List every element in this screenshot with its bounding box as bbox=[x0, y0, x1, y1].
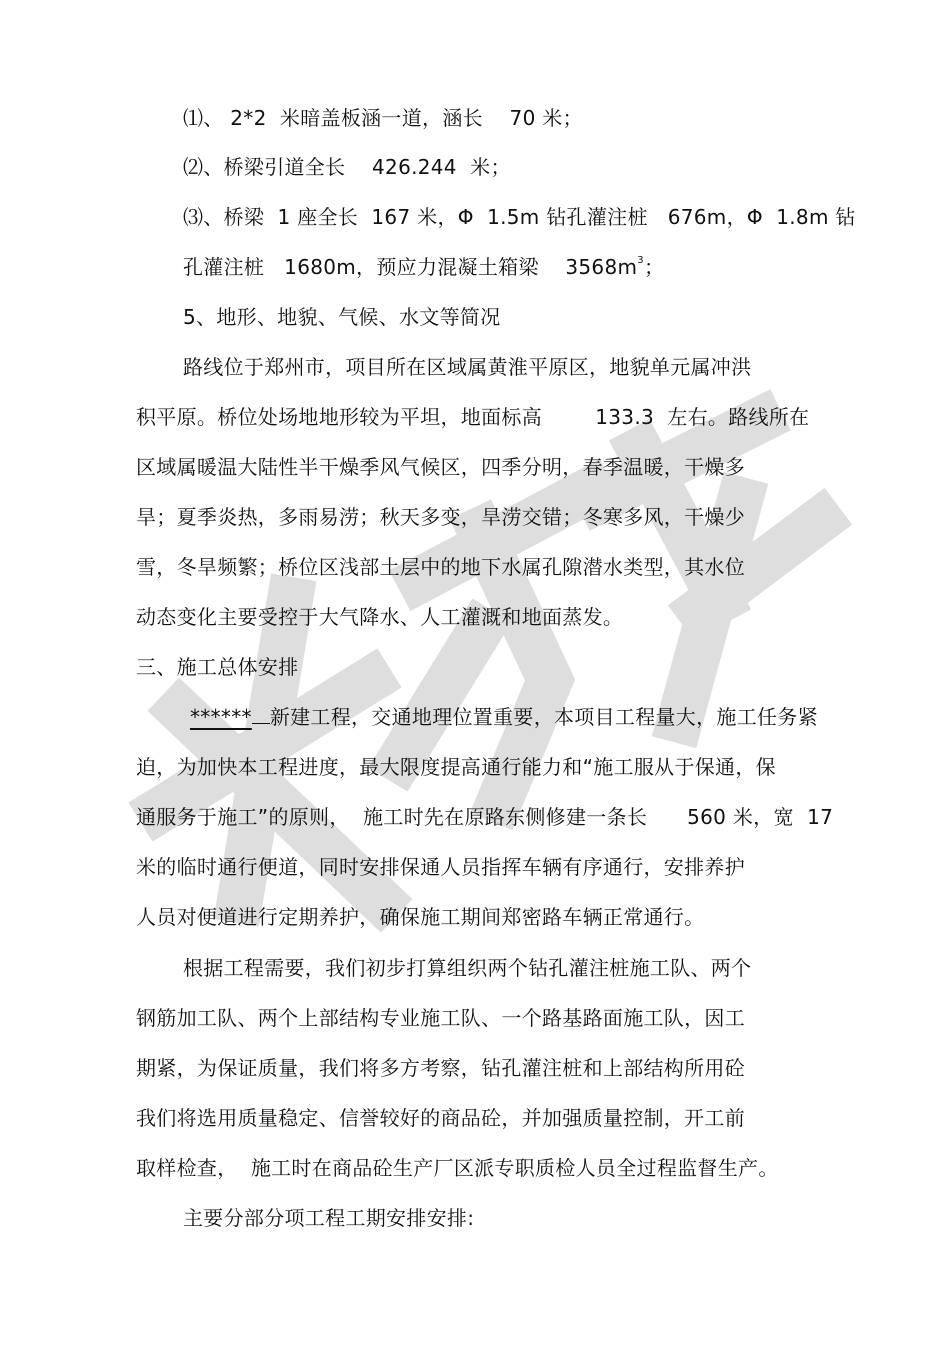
arrangement-line: 迫，为加快本工程进度，最大限度提高通行能力和“施工服从于保通，保 bbox=[136, 755, 776, 779]
arrangement-line: 米的临时通行便道，同时安排保通人员指挥车辆有序通行，安排养护 bbox=[136, 855, 745, 879]
arrangement-first-line bbox=[190, 703, 818, 731]
item-culvert: ⑴、 2*2 米暗盖板涵一道，涵长 70 米； bbox=[183, 106, 583, 130]
item-bridge-continued-text: 孔灌注桩 1680m，预应力混凝土箱梁 3568m bbox=[183, 255, 638, 279]
item-bridge-continued bbox=[183, 253, 664, 281]
arrangement-line: 人员对便道进行定期养护，确保施工期间郑密路车辆正常通行。 bbox=[136, 905, 705, 929]
team-line: 根据工程需要，我们初步打算组织两个钻孔灌注桩施工队、两个 bbox=[183, 956, 752, 980]
terrain-line: 路线位于郑州市，项目所在区域属黄淮平原区，地貌单元属冲洪 bbox=[183, 355, 752, 379]
item-bridge: ⑶、桥梁 1 座全长 167 米，Φ 1.5m 钻孔灌注桩 676m，Φ 1.8m 钻 bbox=[183, 205, 856, 229]
team-line: 我们将选用质量稳定、信誉较好的商品砼，并加强质量控制，开工前 bbox=[136, 1106, 745, 1130]
arrangement-first-rest: 新建工程，交通地理位置重要，本项目工程量大，施工任务紧 bbox=[269, 705, 818, 729]
section-5-heading: 5、地形、地貌、气候、水文等简况 bbox=[183, 305, 501, 329]
project-name-placeholder: ****** bbox=[190, 705, 252, 729]
superscript-3: 3 bbox=[637, 255, 644, 266]
team-line: 期紧，为保证质量，我们将多方考察，钻孔灌注桩和上部结构所用砼 bbox=[136, 1056, 745, 1080]
terrain-line: 区域属暖温大陆性半干燥季风气候区，四季分明，春季温暖，干燥多 bbox=[136, 455, 745, 479]
item-approach-road: ⑵、桥梁引道全长 426.244 米； bbox=[183, 155, 511, 179]
terrain-line: 积平原。桥位处场地地形较为平坦，地面标高 133.3 左右。路线所在 bbox=[136, 405, 810, 429]
terrain-line: 雪，冬旱频繁；桥位区浅部土层中的地下水属孔隙潜水类型，其水位 bbox=[136, 555, 745, 579]
item-bridge-tail: ； bbox=[643, 255, 665, 279]
arrangement-line: 通服务于施工”的原则， 施工时先在原路东侧修建一条长 560 米，宽 17 bbox=[136, 805, 834, 829]
schedule-intro: 主要分部分项工程工期安排安排: bbox=[183, 1206, 475, 1230]
team-line: 取样检查， 施工时在商品砼生产厂区派专职质检人员全过程监督生产。 bbox=[136, 1156, 779, 1180]
section-3-heading: 三、施工总体安排 bbox=[136, 655, 299, 679]
terrain-line: 动态变化主要受控于大气降水、人工灌溉和地面蒸发。 bbox=[136, 605, 624, 629]
team-line: 钢筋加工队、两个上部结构专业施工队、一个路基路面施工队，因工 bbox=[136, 1006, 745, 1030]
terrain-line: 旱；夏季炎热，多雨易涝；秋天多变，旱涝交错；冬寒多风，干燥少 bbox=[136, 505, 745, 529]
